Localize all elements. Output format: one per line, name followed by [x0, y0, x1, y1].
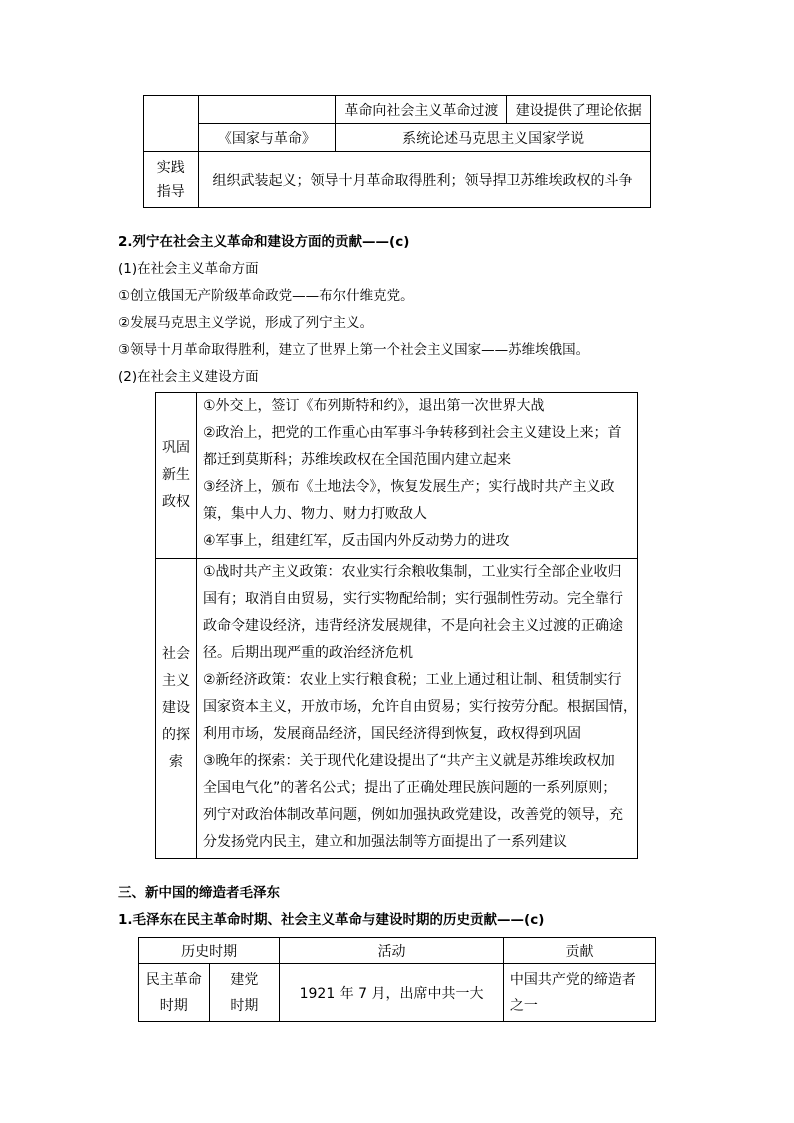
label-line: 索 — [169, 754, 183, 770]
stage-line: 建党 — [230, 971, 259, 988]
content-line: ①战时共产主义政策：农业实行余粮收集制，工业实行全部企业收归 — [203, 564, 622, 580]
label-line: 巩固 — [162, 440, 190, 456]
practice-label-line: 指导 — [156, 183, 185, 200]
contribution-cell — [503, 964, 655, 1022]
list-item: ②发展马克思主义学说，形成了列宁主义。 — [118, 315, 374, 331]
content-line: 全国电气化”的著名公式；提出了正确处理民族问题的一系列原则； — [203, 780, 617, 796]
consolidate-regime-label — [156, 393, 197, 559]
section-heading: 2.列宁在社会主义革命和建设方面的贡献——(c) — [118, 234, 410, 250]
stage-line: 时期 — [230, 997, 259, 1014]
practice-desc-cell: 组织武装起义；领导十月革命取得胜利；领导捍卫苏维埃政权的斗争 — [198, 152, 650, 208]
label-line: 政权 — [162, 494, 190, 510]
stage-cell — [209, 964, 280, 1022]
period-line: 民主革命 — [145, 971, 202, 988]
header-activity: 活动 — [280, 938, 504, 964]
lenin-theory-table — [143, 95, 651, 208]
content-line: ③经济上，颁布《土地法令》，恢复发展生产；实行战时共产主义政 — [203, 479, 615, 495]
theory-effect-cell: 建设提供了理论依据 — [507, 96, 651, 124]
content-line: 径。后期出现严重的政治经济危机 — [203, 645, 413, 661]
content-line: 国家资本主义，开放市场，允许自由贸易；实行按劳分配。根据国情， — [203, 699, 637, 715]
content-line: 都迁到莫斯科；苏维埃政权在全国范围内建立起来 — [203, 452, 511, 468]
lenin-construction-table — [155, 392, 638, 859]
content-line: ③晚年的探索：关于现代化建设提出了“共产主义就是苏维埃政权加 — [203, 753, 615, 769]
header-period: 历史时期 — [139, 938, 280, 964]
book-desc-cell: 系统论述马克思主义国家学说 — [336, 124, 651, 152]
period-line: 时期 — [159, 997, 188, 1014]
list-item: ①创立俄国无产阶级革命政党——布尔什维克党。 — [118, 288, 414, 304]
content-line: ①外交上，签订《布列斯特和约》，退出第一次世界大战 — [203, 398, 545, 414]
contribution-line: 之一 — [509, 997, 538, 1014]
header-contribution: 贡献 — [503, 938, 655, 964]
content-line: 分发扬党内民主，建立和加强法制等方面提出了一系列建议 — [203, 834, 567, 850]
label-line: 新生 — [162, 467, 190, 483]
subsection-title: (2)在社会主义建设方面 — [118, 369, 259, 385]
content-line: 列宁对政治体制改革问题，例如加强执政党建设，改善党的领导，充 — [203, 807, 623, 823]
content-line: 利用市场，发展商品经济，国民经济得到恢复，政权得到巩固 — [203, 726, 581, 742]
empty-label-cell — [144, 96, 199, 152]
label-line: 主义 — [162, 673, 190, 689]
section-title: 三、新中国的缔造者毛泽东 — [118, 885, 280, 901]
content-line: 策，集中人力、物力、财力打败敌人 — [203, 506, 427, 522]
practice-label-cell — [144, 152, 199, 208]
theory-cell: 革命向社会主义革命过渡 — [336, 96, 507, 124]
content-line: ②政治上，把党的工作重心由军事斗争转移到社会主义建设上来；首 — [203, 425, 622, 441]
empty-cell — [198, 96, 336, 124]
content-line: 国有；取消自由贸易，实行实物配给制；实行强制性劳动。完全靠行 — [203, 591, 623, 607]
contribution-line: 中国共产党的缔造者 — [509, 971, 636, 988]
mao-contribution-table — [138, 937, 656, 1022]
socialist-exploration-content — [197, 559, 638, 859]
label-line: 建设 — [162, 700, 190, 716]
consolidate-regime-content — [197, 393, 638, 559]
socialist-exploration-label — [156, 559, 197, 859]
book-title-cell: 《国家与革命》 — [198, 124, 336, 152]
section-heading: 1.毛泽东在民主革命时期、社会主义革命与建设时期的历史贡献——(c) — [118, 912, 545, 928]
label-line: 社会 — [162, 646, 190, 662]
content-line: ②新经济政策：农业上实行粮食税；工业上通过租让制、租赁制实行 — [203, 672, 622, 688]
practice-label-line: 实践 — [156, 159, 185, 176]
list-item: ③领导十月革命取得胜利，建立了世界上第一个社会主义国家——苏维埃俄国。 — [118, 342, 590, 358]
content-line: 政命令建设经济，违背经济发展规律，不是向社会主义过渡的正确途 — [203, 618, 623, 634]
period-cell — [139, 964, 210, 1022]
content-line: ④军事上，组建红军，反击国内外反动势力的进攻 — [203, 533, 510, 549]
subsection-title: (1)在社会主义革命方面 — [118, 261, 259, 277]
activity-cell: 1921 年 7 月，出席中共一大 — [280, 964, 504, 1022]
label-line: 的探 — [162, 727, 190, 743]
